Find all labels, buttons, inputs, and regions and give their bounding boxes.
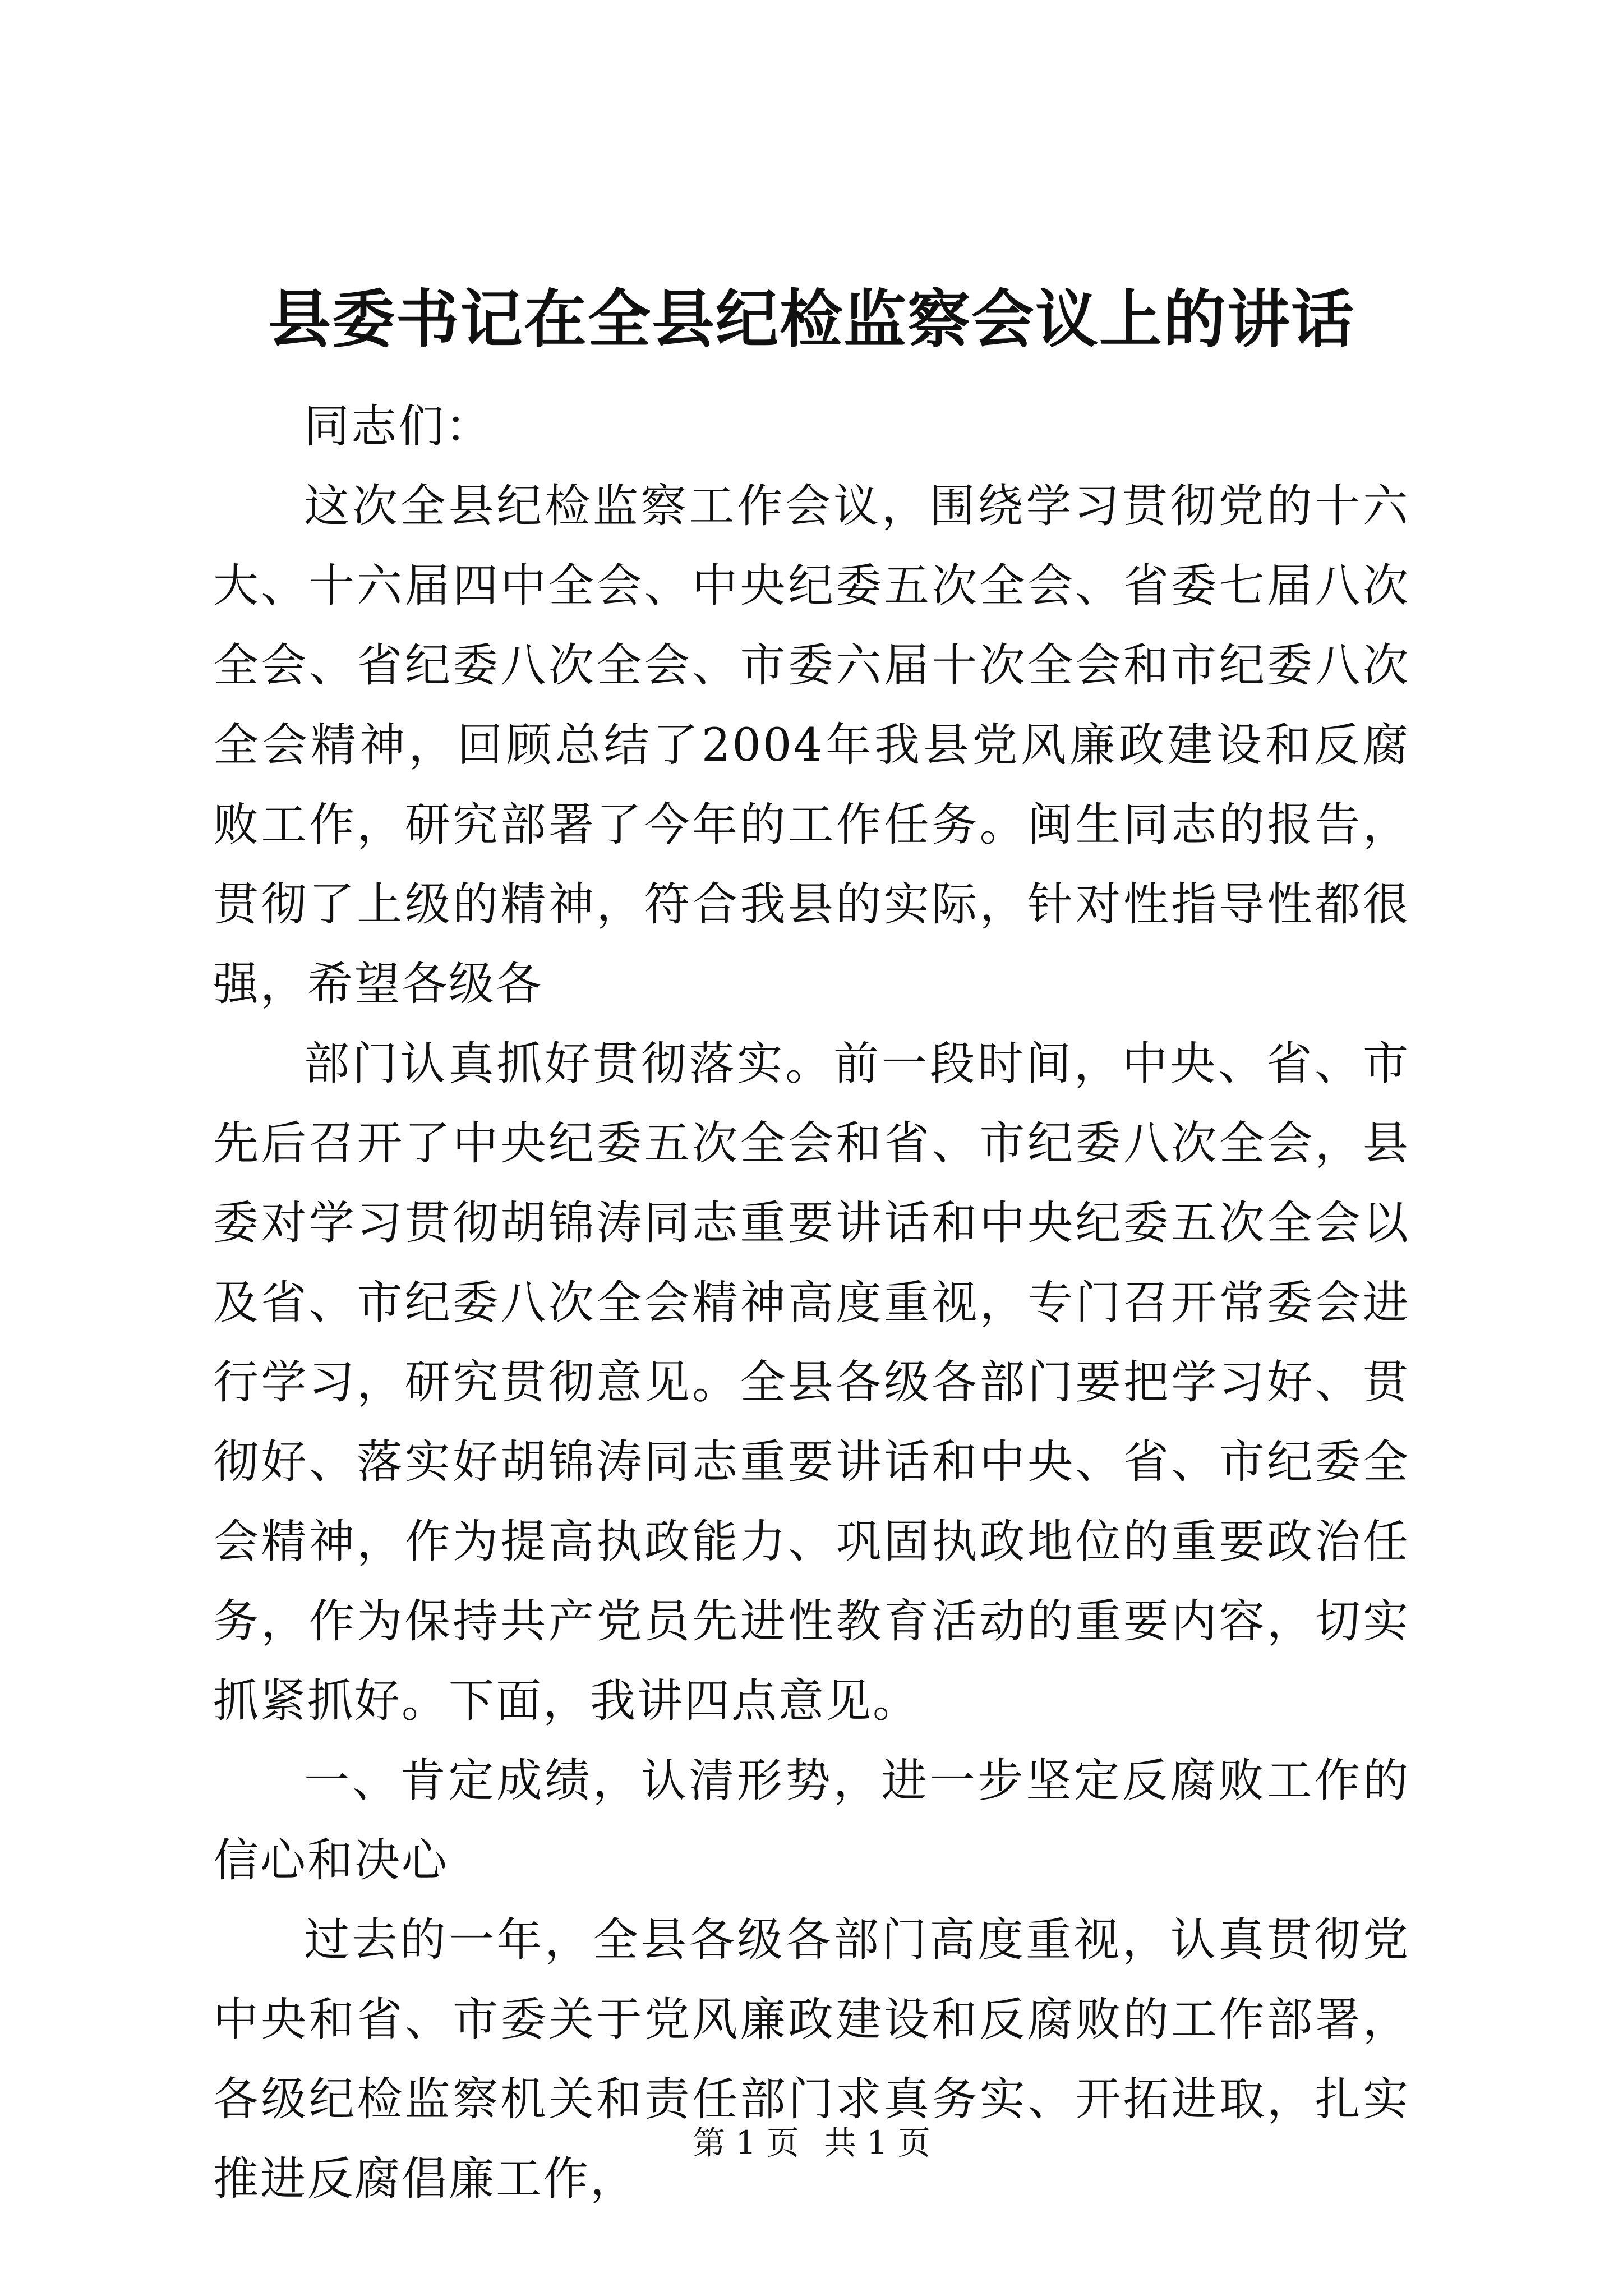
- body-paragraph: 部门认真抓好贯彻落实。前一段时间，中央、省、市先后召开了中央纪委五次全会和省、市纪委八次全会，县委对学习贯彻胡锦涛同志重要讲话和中央纪委五次全会以及省、市纪委八次全会精神高度重视，专门召开常委会进行学习，研究贯彻意见。全县各级各部门要把学习好、贯彻好、落实好胡锦涛同志重要讲话和中央、省、市纪委全会精神，作为提高执政能力、巩固执政地位的重要政治任务，作为保持共产党员先进性教育活动的重要内容，切实抓紧抓好。下面，我讲四点意见。: [213, 1038, 1410, 1728]
- page-total: 共 1 页: [824, 2124, 930, 2162]
- document-body: [213, 387, 1410, 2219]
- body-paragraph: 这次全县纪检监察工作会议，围绕学习贯彻党的十六大、十六届四中全会、中央纪委五次全会、省委七届八次全会、省纪委八次全会、市委六届十次全会和市纪委八次全会精神，回顾总结了2004年我县党风廉政建设和反腐败工作，研究部署了今年的工作任务。闽生同志的报告，贯彻了上级的精神，符合我县的实际，针对性指导性都很强，希望各级各: [213, 480, 1410, 1011]
- page-number: 第 1 页: [693, 2124, 799, 2162]
- salutation-paragraph: 同志们：: [304, 401, 493, 453]
- section-heading: 一、肯定成绩，认清形势，进一步坚定反腐败工作的信心和决心: [213, 1755, 1410, 1887]
- body-paragraph: 过去的一年，全县各级各部门高度重视，认真贯彻党中央和省、市委关于党风廉政建设和反腐败的工作部署，各级纪检监察机关和责任部门求真务实、开拓进取，扎实推进反腐倡廉工作，: [213, 1914, 1410, 2206]
- document-title: 县委书记在全县纪检监察会议上的讲话: [268, 283, 1355, 356]
- page-footer: [0, 2120, 1623, 2165]
